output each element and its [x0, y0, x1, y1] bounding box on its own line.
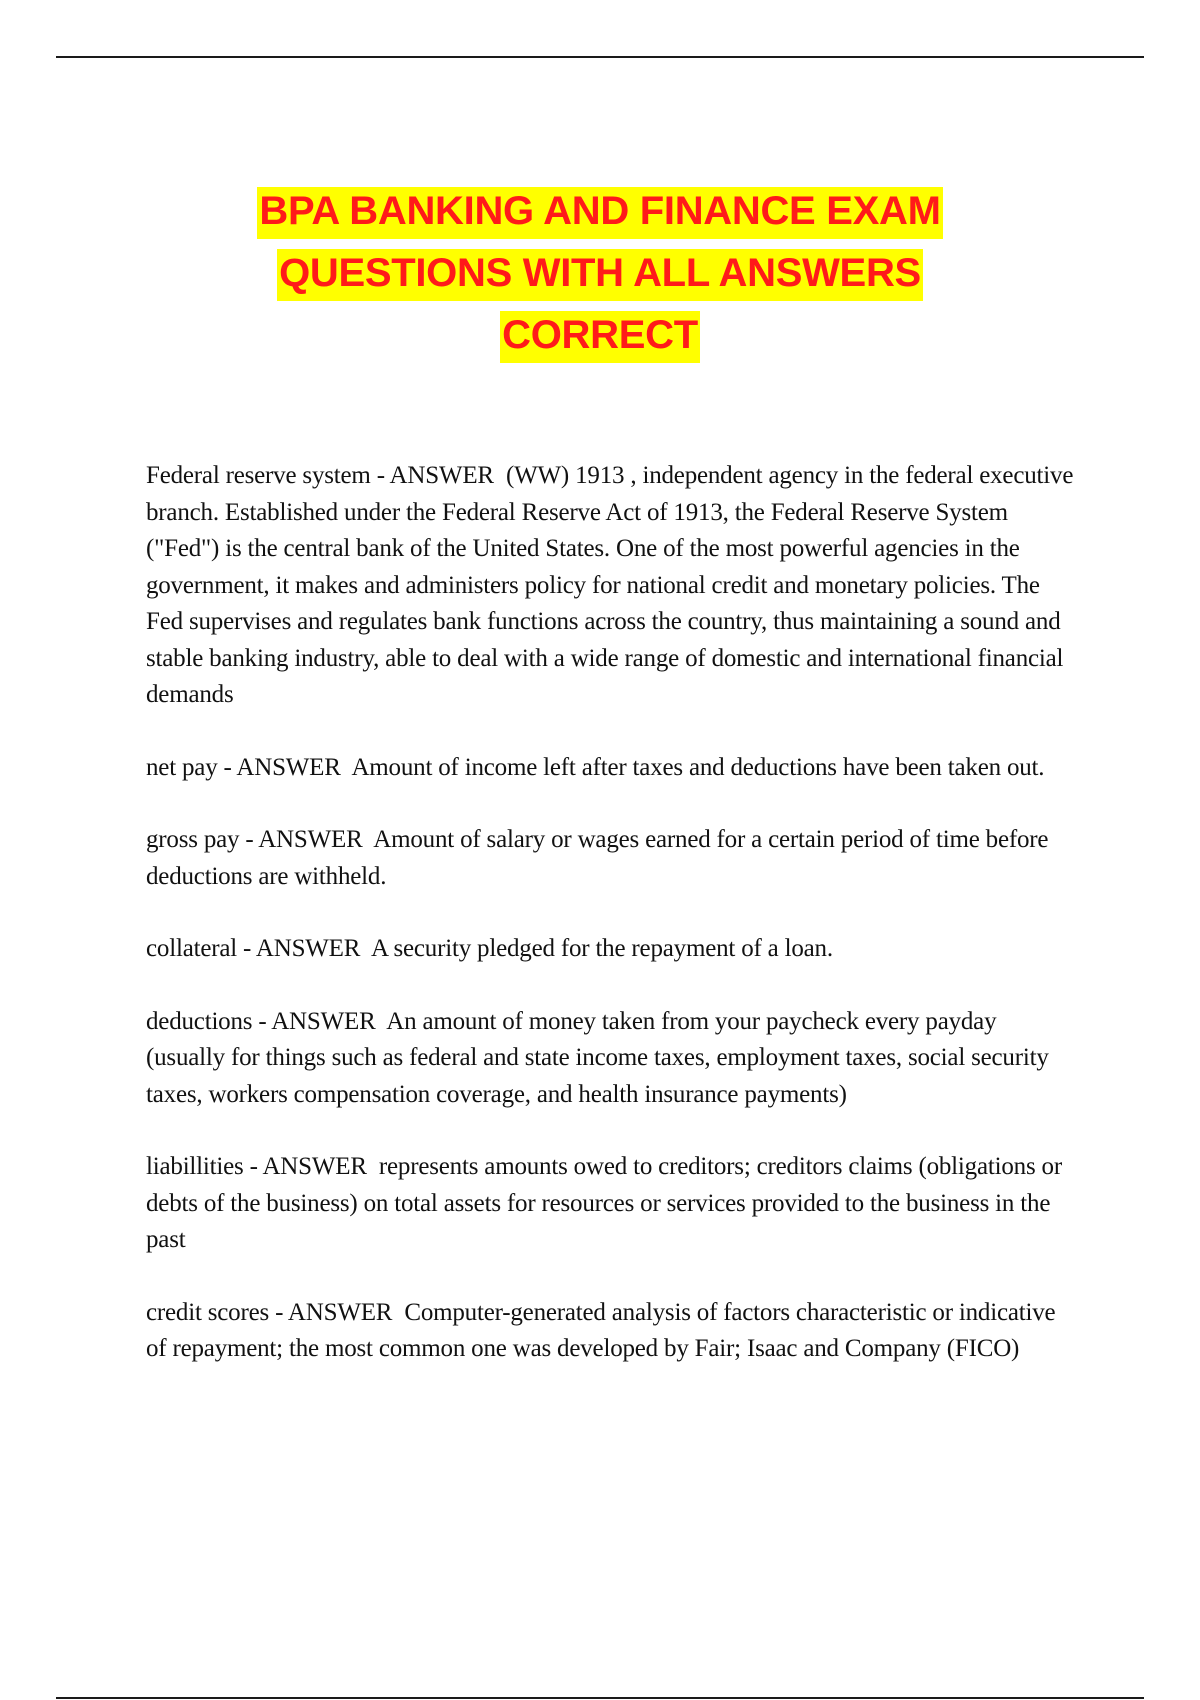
entry-term: liabillities	[146, 1153, 244, 1180]
title-line-3	[100, 304, 1100, 366]
qa-entry-liabilities	[146, 1149, 1076, 1259]
entry-answer-marker: ANSWER	[262, 1153, 367, 1180]
document-title	[100, 180, 1100, 366]
entry-separator: -	[237, 935, 256, 962]
top-rule	[56, 56, 1144, 58]
qa-entry-collateral	[146, 931, 1076, 968]
entry-term: net pay	[146, 753, 218, 781]
entry-answer-marker: ANSWER	[389, 462, 494, 489]
entry-term: gross pay	[146, 826, 240, 853]
entry-separator: -	[252, 1007, 272, 1035]
qa-entry-credit-scores	[146, 1295, 1076, 1368]
entry-definition: A security pledged for the repayment of a loan.	[360, 935, 833, 962]
entry-definition: (WW) 1913 , independent agency in the federal executive branch. Established under the Federal Reserve Act of 1913, the Federal Reserve System ("Fed") is the central bank of the United States. One of the most powerful agencies in the government, it makes and administers policy for national credit and monetary policies. The Fed supervises and regulates bank functions across the country, thus maintaining a sound and stable banking industry, able to deal with a wide range of domestic and international financial demands	[146, 462, 1080, 708]
entry-answer-marker: ANSWER	[271, 1007, 376, 1035]
entry-answer-marker: ANSWER	[236, 753, 341, 781]
entry-definition: Computer-generated analysis of factors characteristic or indicative of repayment; the most common one was developed by Fair; Isaac and Company (FICO)	[146, 1298, 1062, 1362]
title-line-1-text: BPA BANKING AND FINANCE EXAM	[257, 187, 942, 239]
entry-term: deductions	[146, 1007, 253, 1035]
entry-definition: Amount of income left after taxes and deductions have been taken out.	[340, 753, 1045, 781]
entry-definition: represents amounts owed to creditors; creditors claims (obligations or debts of the business) on total assets for resources or services provided to the business in the past	[146, 1153, 1069, 1253]
entry-answer-marker: ANSWER	[287, 1298, 393, 1326]
entry-answer-marker: ANSWER	[255, 935, 361, 962]
qa-entry-net-pay	[146, 750, 1076, 787]
title-line-3-text: CORRECT	[500, 311, 700, 363]
entry-separator: -	[217, 753, 237, 781]
qa-entry-deductions	[146, 1004, 1076, 1114]
entry-separator: -	[269, 1298, 288, 1326]
entry-separator: -	[243, 1153, 263, 1180]
title-line-2	[100, 242, 1100, 304]
entry-definition: An amount of money taken from your paycheck every payday (usually for things such as federal and state income taxes, employment taxes, social security taxes, workers compensation coverage, and health insurance payments)	[146, 1007, 1055, 1108]
entry-separator: -	[239, 826, 259, 853]
qa-list	[146, 458, 1080, 1404]
entry-answer-marker: ANSWER	[258, 826, 363, 853]
entry-term: collateral	[146, 935, 237, 962]
qa-entry-gross-pay	[146, 822, 1076, 895]
title-line-2-text: QUESTIONS WITH ALL ANSWERS	[277, 249, 923, 301]
entry-term: Federal reserve system	[146, 462, 371, 489]
entry-term: credit scores	[146, 1298, 270, 1326]
entry-definition: Amount of salary or wages earned for a certain period of time before deductions are withheld.	[146, 826, 1055, 890]
entry-separator: -	[370, 462, 390, 489]
title-line-1	[100, 180, 1100, 242]
qa-entry-federal-reserve	[146, 458, 1080, 714]
bottom-rule	[56, 1697, 1144, 1699]
